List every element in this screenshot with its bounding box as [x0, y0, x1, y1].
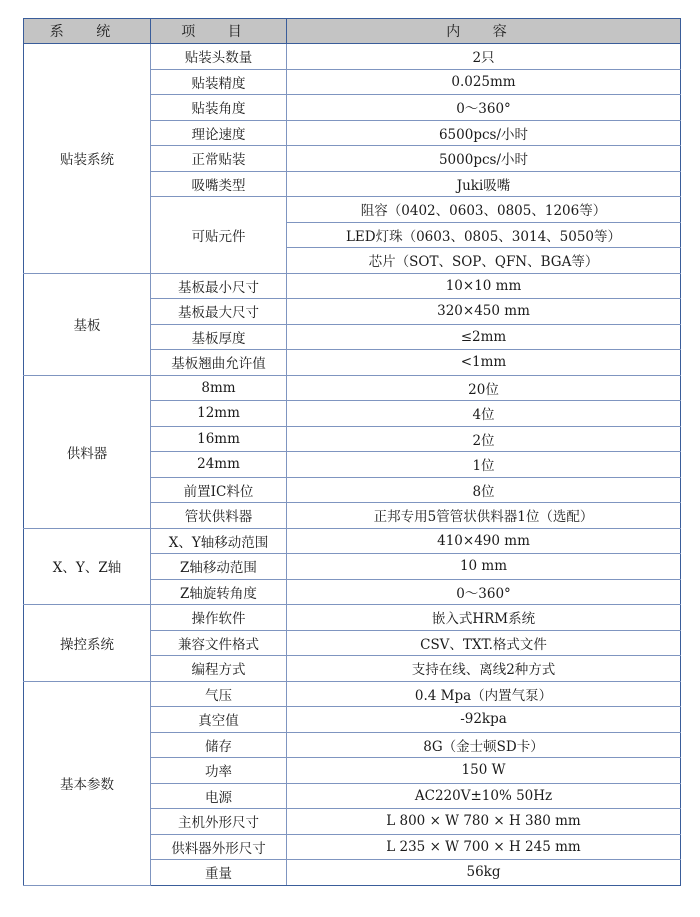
item-cell: 编程方式 — [151, 656, 287, 682]
value-cell: <1mm — [287, 350, 681, 376]
value-cell: 8位 — [287, 477, 681, 503]
item-cell: 理论速度 — [151, 120, 287, 146]
value-cell: 4位 — [287, 401, 681, 427]
item-cell: Z轴移动范围 — [151, 554, 287, 580]
item-cell: Z轴旋转角度 — [151, 579, 287, 605]
item-cell: 贴装角度 — [151, 95, 287, 121]
item-cell: 管状供料器 — [151, 503, 287, 529]
value-cell: 正邦专用5管管状供料器1位（选配） — [287, 503, 681, 529]
table-body — [24, 44, 681, 886]
value-cell: 0.025mm — [287, 69, 681, 95]
value-cell: 10 mm — [287, 554, 681, 580]
item-cell: 基板厚度 — [151, 324, 287, 350]
item-cell: 8mm — [151, 375, 287, 401]
item-cell: 兼容文件格式 — [151, 630, 287, 656]
value-cell: 0.4 Mpa（内置气泵） — [287, 681, 681, 707]
value-cell: 阻容（0402、0603、0805、1206等） — [287, 197, 681, 223]
table-row — [24, 605, 681, 631]
item-cell: 贴装头数量 — [151, 44, 287, 70]
item-cell: 供料器外形尺寸 — [151, 834, 287, 860]
value-cell: 5000pcs/小时 — [287, 146, 681, 172]
item-cell: 重量 — [151, 860, 287, 886]
system-cell: 操控系统 — [24, 605, 151, 682]
item-cell: 操作软件 — [151, 605, 287, 631]
value-cell: 嵌入式HRM系统 — [287, 605, 681, 631]
value-cell: 410×490 mm — [287, 528, 681, 554]
value-cell: -92kpa — [287, 707, 681, 733]
value-cell: Juki吸嘴 — [287, 171, 681, 197]
system-cell: 基板 — [24, 273, 151, 375]
system-cell: 贴装系统 — [24, 44, 151, 274]
item-cell: 气压 — [151, 681, 287, 707]
value-cell: 1位 — [287, 452, 681, 478]
value-cell: 2位 — [287, 426, 681, 452]
item-cell: 24mm — [151, 452, 287, 478]
item-cell: 前置IC料位 — [151, 477, 287, 503]
item-cell: 功率 — [151, 758, 287, 784]
value-cell: 0～360° — [287, 95, 681, 121]
item-cell: 16mm — [151, 426, 287, 452]
table-row — [24, 528, 681, 554]
value-cell: 6500pcs/小时 — [287, 120, 681, 146]
table-row — [24, 44, 681, 70]
value-cell: ≤2mm — [287, 324, 681, 350]
item-cell: 电源 — [151, 783, 287, 809]
value-cell: 0～360° — [287, 579, 681, 605]
value-cell: L 800 × W 780 × H 380 mm — [287, 809, 681, 835]
header-item: 项 目 — [151, 19, 287, 44]
item-cell: 基板最小尺寸 — [151, 273, 287, 299]
item-cell: 可贴元件 — [151, 197, 287, 274]
value-cell: 芯片（SOT、SOP、QFN、BGA等） — [287, 248, 681, 274]
value-cell: 56kg — [287, 860, 681, 886]
table-row — [24, 273, 681, 299]
header-system: 系 统 — [24, 19, 151, 44]
value-cell: AC220V±10% 50Hz — [287, 783, 681, 809]
table-row — [24, 681, 681, 707]
value-cell: 20位 — [287, 375, 681, 401]
value-cell: 150 W — [287, 758, 681, 784]
header-content: 内 容 — [287, 19, 681, 44]
value-cell: LED灯珠（0603、0805、3014、5050等） — [287, 222, 681, 248]
system-cell: 基本参数 — [24, 681, 151, 885]
spec-table — [23, 18, 681, 886]
item-cell: 基板翘曲允许值 — [151, 350, 287, 376]
system-cell: 供料器 — [24, 375, 151, 528]
item-cell: 吸嘴类型 — [151, 171, 287, 197]
value-cell: 10×10 mm — [287, 273, 681, 299]
value-cell: L 235 × W 700 × H 245 mm — [287, 834, 681, 860]
value-cell: 2只 — [287, 44, 681, 70]
item-cell: 12mm — [151, 401, 287, 427]
value-cell: 8G（金士顿SD卡） — [287, 732, 681, 758]
item-cell: 主机外形尺寸 — [151, 809, 287, 835]
item-cell: X、Y轴移动范围 — [151, 528, 287, 554]
item-cell: 储存 — [151, 732, 287, 758]
value-cell: 320×450 mm — [287, 299, 681, 325]
table-row — [24, 375, 681, 401]
value-cell: CSV、TXT.格式文件 — [287, 630, 681, 656]
item-cell: 真空值 — [151, 707, 287, 733]
item-cell: 基板最大尺寸 — [151, 299, 287, 325]
item-cell: 贴装精度 — [151, 69, 287, 95]
item-cell: 正常贴装 — [151, 146, 287, 172]
value-cell: 支持在线、离线2种方式 — [287, 656, 681, 682]
table-header — [24, 19, 681, 44]
system-cell: X、Y、Z轴 — [24, 528, 151, 605]
